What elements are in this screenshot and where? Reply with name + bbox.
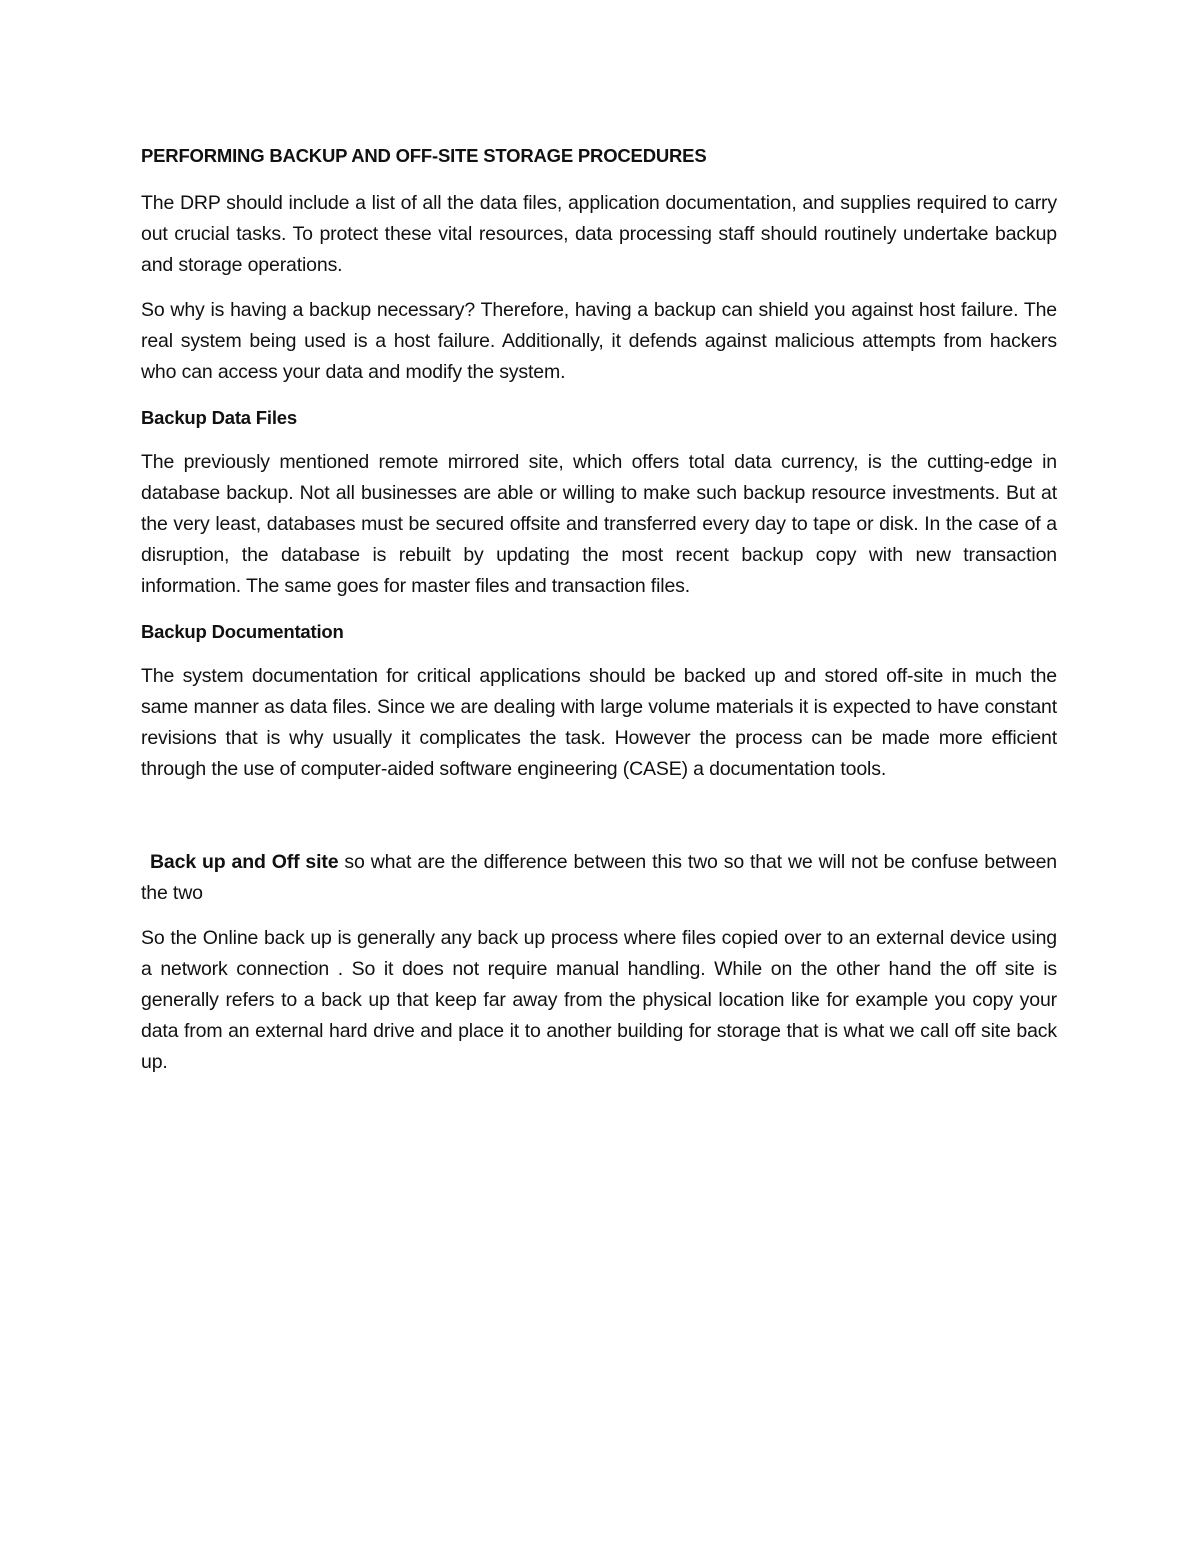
why-backup-paragraph: So why is having a backup necessary? Therefore, having a backup can shield you against host failure. The real system being used is a host failure. Additionally, it defends against malicious attempts from hackers who can access your data and modify the system.: [141, 299, 1057, 383]
section-heading-backup-data-files: Backup Data Files: [141, 407, 297, 428]
blank-space: [141, 799, 1057, 847]
closing-paragraph: So the Online back up is generally any back up process where files copied over to an external device using a network connection . So it does not require manual handling. While on the other hand the off site is generally refers to a back up that keep far away from the physical location like for example you copy your data from an external hard drive and place it to another building for storage that is what we call off site back up.: [141, 927, 1057, 1073]
backup-data-files-paragraph: The previously mentioned remote mirrored site, which offers total data currency, is the cutting-edge in database backup. Not all businesses are able or willing to make such backup resource investments. But at the very least, databases must be secured offsite and transferred every day to tape or disk. In the case of a disruption, the database is rebuilt by updating the most recent backup copy with new transaction information. The same goes for master files and transaction files.: [141, 451, 1057, 597]
difference-lead-text: Back up and Off site: [150, 851, 339, 873]
section-heading-backup-documentation: Backup Documentation: [141, 621, 344, 642]
document-page: [141, 140, 1057, 1092]
document-title: PERFORMING BACKUP AND OFF-SITE STORAGE PROCEDURES: [141, 145, 707, 166]
difference-rest-text: so what are the difference between this two so that we will not be confuse between the two: [141, 851, 1057, 904]
backup-documentation-paragraph: The system documentation for critical applications should be backed up and stored off-site in much the same manner as data files. Since we are dealing with large volume materials it is expected to have constant revisions that is why usually it complicates the task. However the process can be made more efficient through the use of computer-aided software engineering (CASE) a documentation tools.: [141, 665, 1057, 780]
intro-paragraph: The DRP should include a list of all the data files, application documentation, and supplies required to carry out crucial tasks. To protect these vital resources, data processing staff should routinely undertake backup and storage operations.: [141, 192, 1057, 276]
difference-paragraph: [141, 847, 1057, 909]
